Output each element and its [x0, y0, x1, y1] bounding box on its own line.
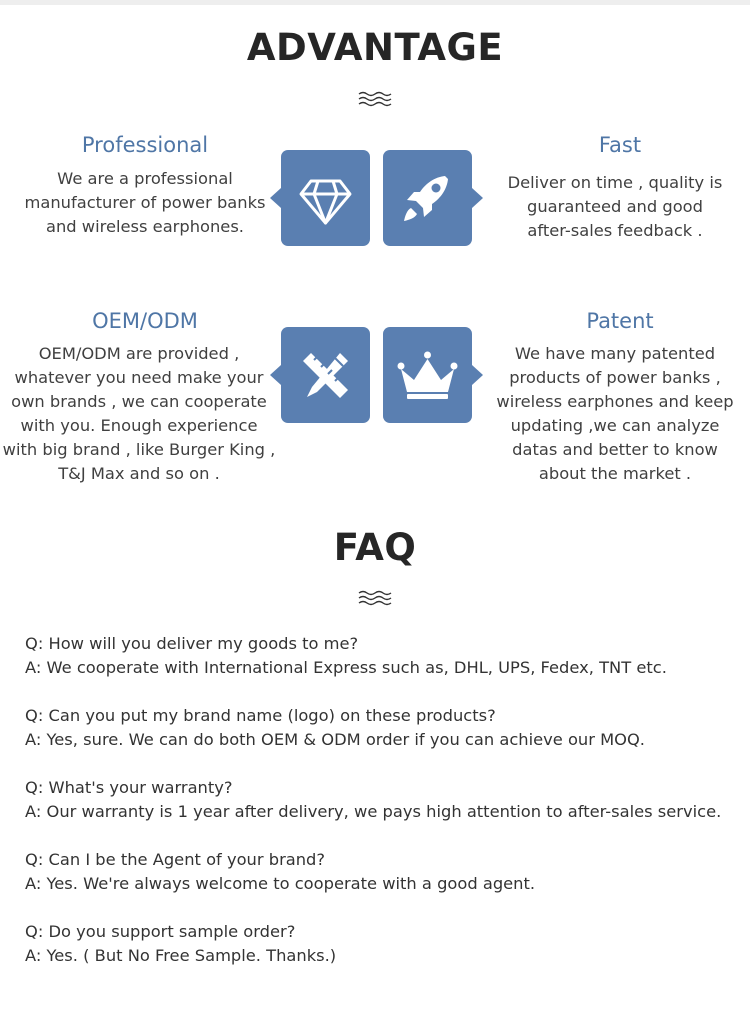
faq-answer: A: Yes. We're always welcome to cooperate with a good agent.: [25, 874, 536, 893]
faq-item: [25, 704, 735, 752]
faq-answer: A: Yes. ( But No Free Sample. Thanks.): [25, 946, 337, 965]
faq-answer: A: Our warranty is 1 year after delivery, we pays high attention to after-sales service.: [25, 802, 722, 821]
faq-heading: FAQ: [333, 526, 417, 569]
faq-question: Q: Can you put my brand name (logo) on these products?: [25, 706, 496, 725]
rocket-icon: [383, 150, 472, 246]
faq-item: [25, 848, 735, 896]
faq-question: Q: How will you deliver my goods to me?: [25, 634, 359, 653]
feature-title-patent: Patent: [586, 309, 654, 333]
feature-desc-professional: We are a professional manufacturer of power banks and wireless earphones.: [24, 169, 266, 236]
feature-desc-fast: Deliver on time , quality is guaranteed and good after-sales feedback .: [507, 173, 723, 240]
feature-title-professional: Professional: [81, 133, 209, 157]
top-divider-bar: [0, 0, 750, 5]
wave-divider-icon: [358, 589, 392, 607]
feature-title-oem-odm: OEM/ODM: [92, 309, 198, 333]
advantage-heading: ADVANTAGE: [246, 26, 504, 69]
tile-pointer: [472, 188, 483, 208]
fast-tile: [383, 150, 472, 246]
feature-desc-patent: We have many patented products of power banks , wireless earphones and keep updating ,we can analyze datas and better to know about the market .: [496, 344, 734, 483]
feature-desc-oem-odm: OEM/ODM are provided , whatever you need make your own brands , we can cooperate with you. Enough experience with big brand , like Burger King , T&J Max and so on .: [2, 344, 276, 483]
professional-tile: [281, 150, 370, 246]
wave-divider-icon: [358, 90, 392, 108]
tile-pointer: [270, 365, 281, 385]
faq-item: [25, 776, 735, 824]
tile-pointer: [472, 365, 483, 385]
faq-question: Q: Do you support sample order?: [25, 922, 296, 941]
faq-item: [25, 632, 735, 680]
oem-odm-tile: [281, 327, 370, 423]
patent-tile: [383, 327, 472, 423]
tile-pointer: [270, 188, 281, 208]
crown-icon: [383, 327, 472, 423]
faq-answer: A: Yes, sure. We can do both OEM & ODM order if you can achieve our MOQ.: [25, 730, 645, 749]
faq-answer: A: We cooperate with International Express such as, DHL, UPS, Fedex, TNT etc.: [25, 658, 667, 677]
faq-question: Q: What's your warranty?: [25, 778, 233, 797]
feature-title-fast: Fast: [598, 133, 642, 157]
faq-question: Q: Can I be the Agent of your brand?: [25, 850, 326, 869]
pencil-ruler-icon: [281, 327, 370, 423]
diamond-icon: [281, 150, 370, 246]
faq-item: [25, 920, 735, 968]
